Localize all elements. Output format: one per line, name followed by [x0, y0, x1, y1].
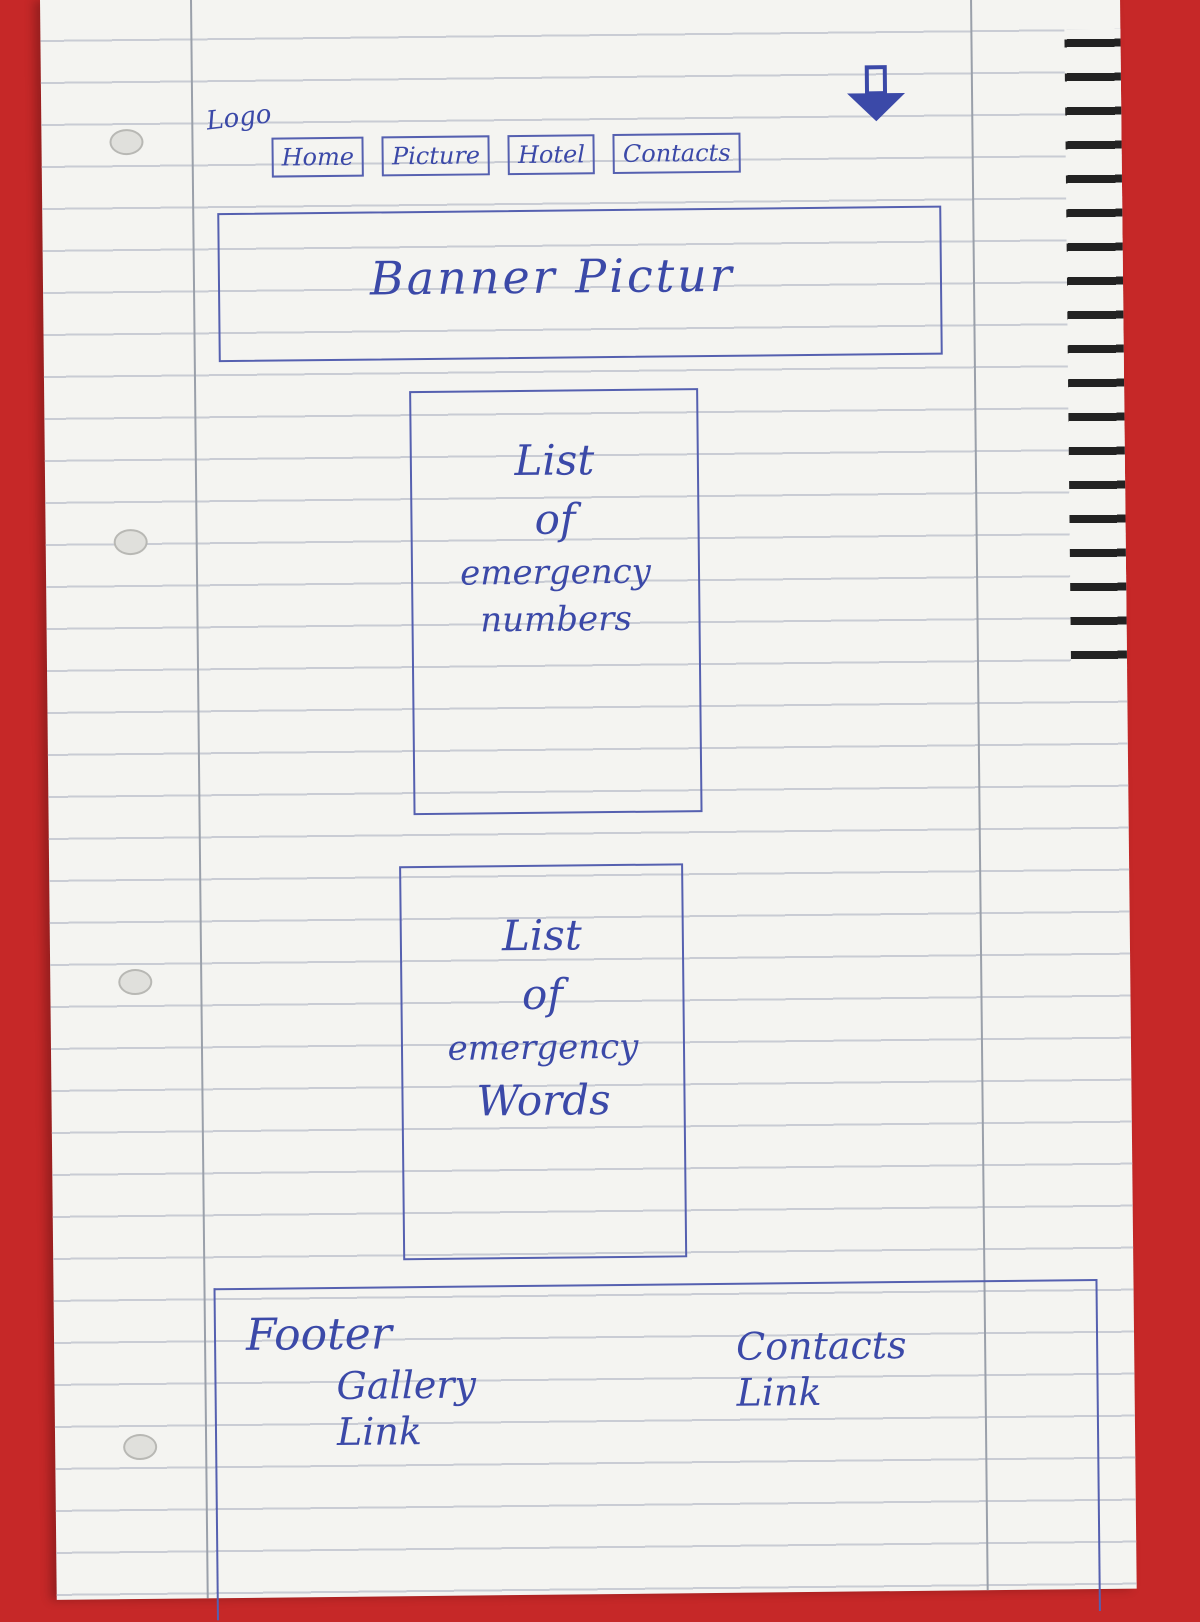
nav-home[interactable]: Home	[271, 137, 364, 178]
footer	[213, 1279, 1100, 1620]
gallery-link-label: Link	[336, 1408, 423, 1454]
nav-contacts[interactable]: Contacts	[613, 133, 741, 174]
punch-hole	[118, 969, 152, 995]
nav-picture[interactable]: Picture	[382, 135, 490, 176]
notebook-page	[40, 0, 1137, 1600]
punch-hole	[123, 1434, 157, 1460]
list-of: of	[534, 494, 576, 544]
list-emergency: emergency	[459, 551, 652, 594]
list-title: List	[514, 435, 595, 486]
punch-hole	[109, 129, 143, 155]
nav-bar	[271, 133, 740, 178]
down-arrow-icon	[841, 63, 912, 126]
footer-gallery-link[interactable]	[336, 1363, 476, 1456]
emergency-words-list	[399, 863, 687, 1260]
footer-title: Footer	[245, 1308, 393, 1361]
nav-hotel[interactable]: Hotel	[508, 134, 595, 175]
logo[interactable]: Logo	[204, 99, 273, 137]
contacts-label: Contacts	[735, 1323, 907, 1369]
list-words: Words	[476, 1075, 611, 1126]
emergency-numbers-list	[409, 388, 702, 815]
list-emergency: emergency	[447, 1026, 639, 1069]
banner-picture	[217, 206, 943, 363]
spiral-binding	[1064, 29, 1127, 670]
list-of: of	[521, 969, 564, 1019]
footer-contacts-link[interactable]	[736, 1323, 907, 1416]
margin-line	[190, 0, 209, 1598]
banner-label: Banner Pictur	[369, 247, 736, 306]
contacts-link-label: Link	[736, 1369, 822, 1415]
list-numbers: numbers	[480, 599, 633, 641]
gallery-label: Gallery	[336, 1362, 477, 1408]
punch-hole	[114, 529, 148, 555]
list-title: List	[501, 910, 582, 961]
